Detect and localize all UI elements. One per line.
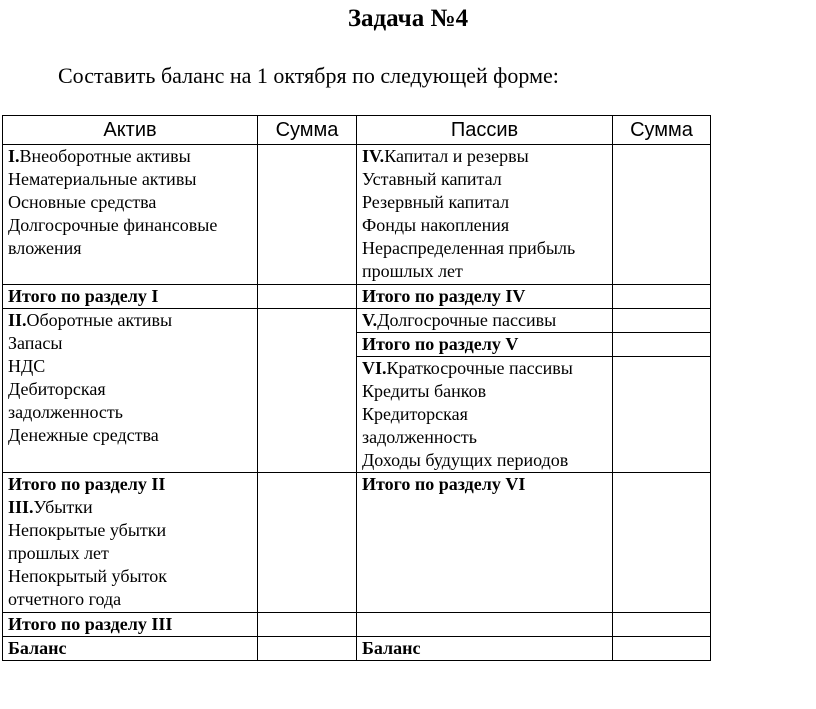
section-3-cell — [3, 473, 258, 613]
section-4-number: IV. — [362, 146, 385, 166]
page-title: Задача №4 — [347, 5, 469, 32]
sum-cell — [613, 473, 711, 613]
header-sum-assets: Сумма — [258, 116, 357, 145]
sum-cell — [613, 333, 711, 357]
section-3-total: Итого по разделу III — [3, 613, 258, 637]
section-2-line: Дебиторская — [8, 379, 106, 399]
section-1-number: I. — [8, 146, 20, 166]
sum-cell — [613, 145, 711, 285]
section-4-line: Резервный капитал — [362, 192, 510, 212]
sum-cell — [258, 473, 357, 613]
header-assets: Актив — [3, 116, 258, 145]
section-1-line: вложения — [8, 238, 82, 258]
section-4-heading — [362, 145, 608, 168]
sum-cell — [613, 637, 711, 661]
section-5-heading — [362, 309, 608, 332]
sum-cell — [258, 613, 357, 637]
section-2-line: задолженность — [8, 402, 123, 422]
sum-cell — [258, 145, 357, 285]
section-1-cell — [3, 145, 258, 285]
section-1-total: Итого по разделу I — [3, 285, 258, 309]
section-6-line: Кредиты банков — [362, 381, 487, 401]
table-row — [3, 145, 711, 285]
section-1-line: Основные средства — [8, 192, 157, 212]
balance-liabilities: Баланс — [357, 637, 613, 661]
section-6-title: Краткосрочные пассивы — [386, 358, 573, 378]
balance-sheet-table — [2, 115, 711, 661]
section-2-total: Итого по разделу II — [8, 474, 166, 494]
header-row — [3, 116, 711, 145]
section-4-title: Капитал и резервы — [384, 146, 529, 166]
section-1-heading — [8, 145, 253, 168]
table-row — [3, 613, 711, 637]
section-4-line: Фонды накопления — [362, 215, 510, 235]
section-5-title: Долгосрочные пассивы — [377, 310, 557, 330]
section-5-number: V. — [362, 310, 378, 330]
section-3-heading — [8, 496, 253, 519]
sum-cell — [258, 309, 357, 473]
section-5-total: Итого по разделу V — [357, 333, 613, 357]
section-2-cell — [3, 309, 258, 473]
section-6-heading — [362, 357, 608, 380]
section-1-title: Внеоборотные активы — [19, 146, 191, 166]
header-sum-liabilities: Сумма — [613, 116, 711, 145]
section-4-cell — [357, 145, 613, 285]
section-2-number: II. — [8, 310, 27, 330]
section-3-line: прошлых лет — [8, 543, 109, 563]
section-4-total: Итого по разделу IV — [357, 285, 613, 309]
sum-cell — [613, 285, 711, 309]
section-6-cell — [357, 357, 613, 473]
table-row — [3, 309, 711, 333]
section-6-line: задолженность — [362, 427, 477, 447]
section-5-cell — [357, 309, 613, 333]
section-4-line: Уставный капитал — [362, 169, 502, 189]
header-liabilities: Пассив — [357, 116, 613, 145]
section-2-line: НДС — [8, 356, 46, 376]
table-row — [3, 637, 711, 661]
table-row — [3, 285, 711, 309]
section-6-line: Доходы будущих периодов — [362, 450, 569, 470]
section-2-heading — [8, 309, 253, 332]
section-3-line: Непокрытые убытки — [8, 520, 167, 540]
section-3-title: Убытки — [33, 497, 93, 517]
section-3-number: III. — [8, 497, 34, 517]
sum-cell — [258, 285, 357, 309]
section-6-line: Кредиторская — [362, 404, 468, 424]
table-row — [3, 473, 711, 613]
section-2-title: Оборотные активы — [26, 310, 173, 330]
section-6-total-cell — [357, 473, 613, 613]
section-3-line: Непокрытый убыток — [8, 566, 167, 586]
task-instruction: Составить баланс на 1 октября по следующей форме: — [58, 63, 559, 88]
section-4-line: Нераспределенная прибыль — [362, 238, 576, 258]
sum-cell — [613, 613, 711, 637]
empty-cell — [357, 613, 613, 637]
section-2-line: Денежные средства — [8, 425, 159, 445]
section-4-line: прошлых лет — [362, 261, 463, 281]
sum-cell — [613, 309, 711, 333]
section-6-number: VI. — [362, 358, 387, 378]
balance-assets: Баланс — [3, 637, 258, 661]
sum-cell — [258, 637, 357, 661]
section-1-line: Нематериальные активы — [8, 169, 197, 189]
section-6-total: Итого по разделу VI — [362, 474, 526, 494]
section-3-line: отчетного года — [8, 589, 122, 609]
section-2-line: Запасы — [8, 333, 63, 353]
sum-cell — [613, 357, 711, 473]
section-1-line: Долгосрочные финансовые — [8, 215, 218, 235]
